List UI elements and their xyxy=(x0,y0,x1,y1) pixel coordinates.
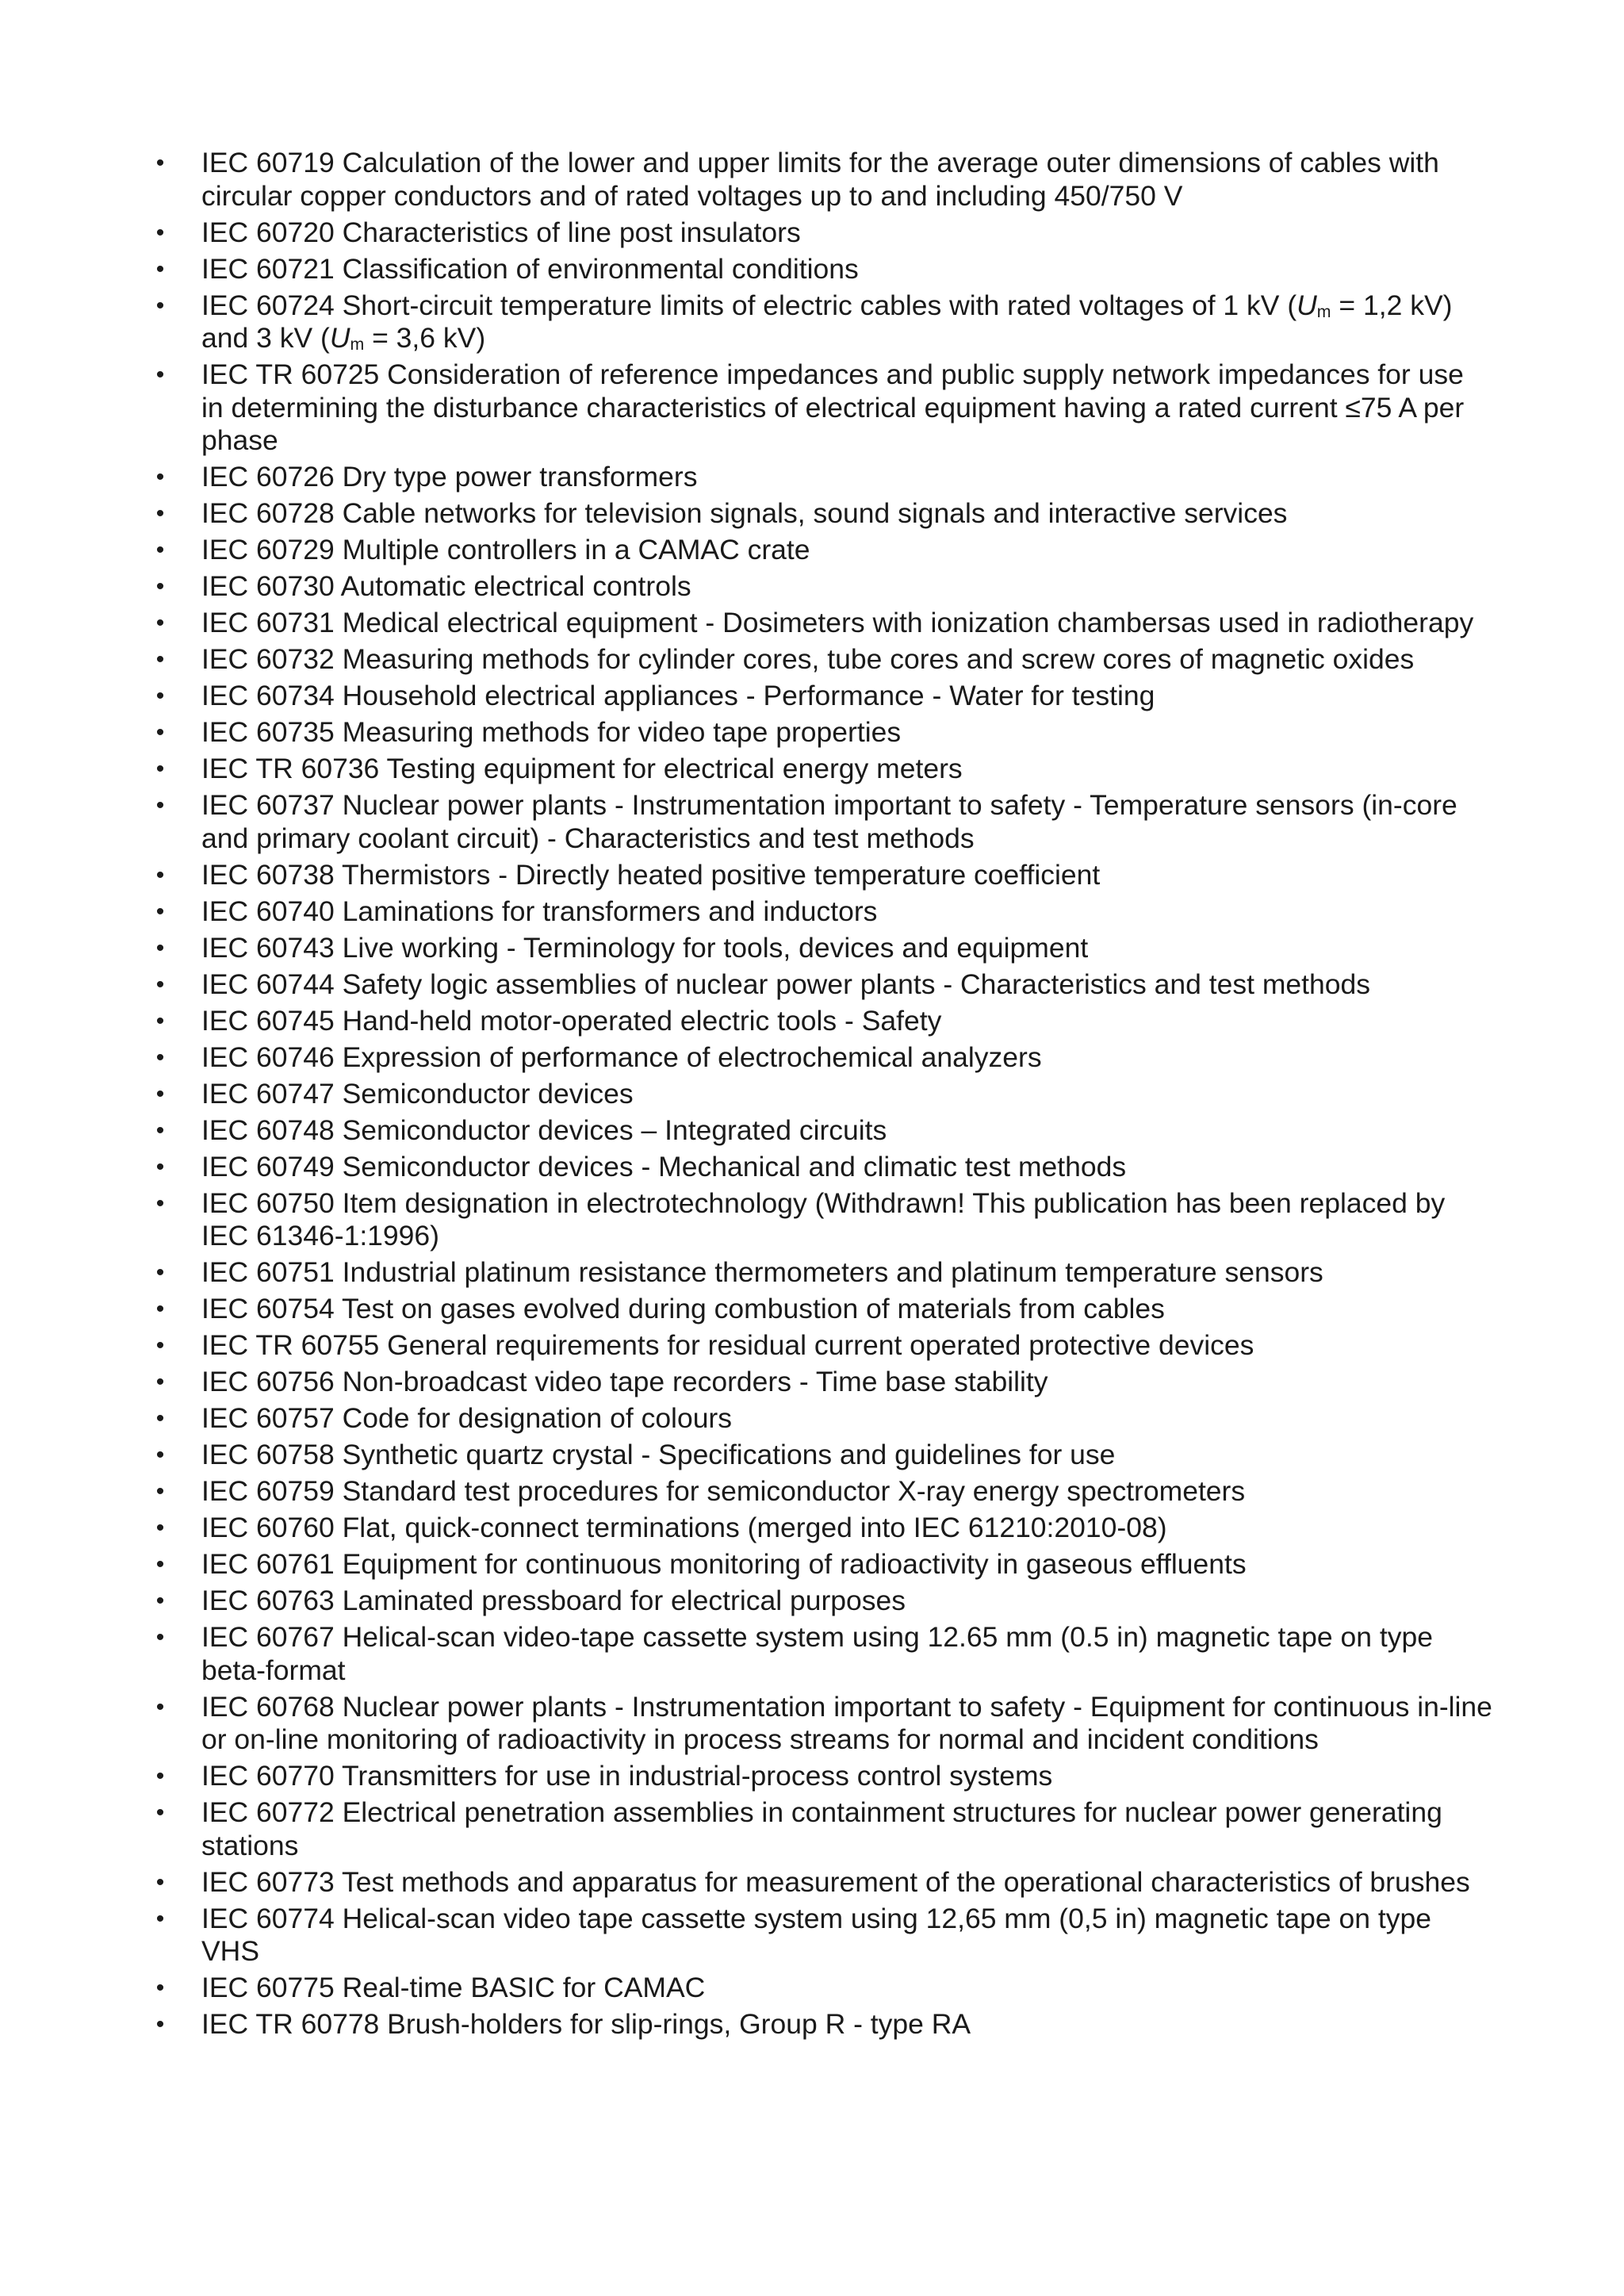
list-item-text: IEC 60760 Flat, quick-connect terminations (merged into IEC 61210:2010-08) xyxy=(201,1512,1167,1543)
bullet-icon: • xyxy=(155,1763,165,1789)
list-item xyxy=(152,1866,1492,1899)
bullet-icon: • xyxy=(155,1296,165,1322)
list-item xyxy=(152,2008,1492,2041)
bullet-icon: • xyxy=(155,1800,165,1826)
list-item-text: IEC 60775 Real-time BASIC for CAMAC xyxy=(201,1972,706,2003)
list-item-text: IEC 60720 Characteristics of line post insulators xyxy=(201,216,801,248)
list-item-text: IEC TR 60725 Consideration of reference impedances and public supply network impedances for use in determining the disturbance characteristics of electrical equipment having a rated current ≤75 A per phase xyxy=(201,358,1465,456)
list-item-text: IEC 60768 Nuclear power plants - Instrumentation important to safety - Equipment for continuous in-line or on-line monitoring of radioactivity in process streams for normal and incident conditions xyxy=(201,1690,1492,1755)
list-item-text: IEC 60763 Laminated pressboard for electrical purposes xyxy=(201,1585,906,1616)
list-item xyxy=(152,1366,1492,1399)
list-item-text: IEC 60774 Helical-scan video tape cassette system using 12,65 mm (0,5 in) magnetic tape on type VHS xyxy=(201,1902,1431,1967)
list-item xyxy=(152,358,1492,458)
list-item-text: IEC 60750 Item designation in electrotechnology (Withdrawn! This publication has been replaced by IEC 61346-1:1996) xyxy=(201,1186,1446,1251)
list-item-text: IEC 60743 Live working - Terminology for tools, devices and equipment xyxy=(201,931,1089,964)
bullet-icon: • xyxy=(155,646,165,673)
bullet-icon: • xyxy=(155,537,165,563)
list-item xyxy=(152,643,1492,677)
bullet-icon: • xyxy=(155,1369,165,1395)
list-item-text: IEC 60759 Standard test procedures for semiconductor X-ray energy spectrometers xyxy=(201,1475,1246,1507)
list-item xyxy=(152,1548,1492,1581)
list-item-text: IEC 60756 Non-broadcast video tape recorders - Time base stability xyxy=(201,1366,1048,1397)
list-item xyxy=(152,968,1492,1002)
list-item xyxy=(152,1512,1492,1545)
bullet-icon: • xyxy=(155,2011,165,2037)
bullet-icon: • xyxy=(155,362,165,388)
list-item xyxy=(152,1078,1492,1111)
text-segment: = 1,2 kV) and 3 kV ( xyxy=(201,289,1453,354)
list-item-text: IEC 60746 Expression of performance of electrochemical analyzers xyxy=(201,1041,1042,1073)
bullet-icon: • xyxy=(155,971,165,998)
list-item xyxy=(152,932,1492,965)
list-item-text: IEC 60745 Hand-held motor-operated electric tools - Safety xyxy=(201,1004,942,1037)
bullet-icon: • xyxy=(155,500,165,527)
list-item-text: IEC 60734 Household electrical appliances - Performance - Water for testing xyxy=(201,680,1155,711)
bullet-icon: • xyxy=(155,1332,165,1359)
bullet-icon: • xyxy=(155,255,165,282)
list-item xyxy=(152,1151,1492,1184)
bullet-icon: • xyxy=(155,464,165,490)
list-item xyxy=(152,1691,1492,1757)
bullet-icon: • xyxy=(155,219,165,246)
list-item xyxy=(152,461,1492,494)
list-item-text: IEC 60744 Safety logic assemblies of nuclear power plants - Characteristics and test methods xyxy=(201,968,1370,1000)
list-item-text: IEC TR 60736 Testing equipment for electrical energy meters xyxy=(201,753,963,784)
list-item xyxy=(152,895,1492,929)
list-item xyxy=(152,1005,1492,1038)
bullet-icon: • xyxy=(155,292,165,319)
bullet-icon: • xyxy=(155,861,165,888)
standards-list xyxy=(152,147,1492,2045)
bullet-icon: • xyxy=(155,1624,165,1650)
text-segment: IEC 60724 Short-circuit temperature limits of electric cables with rated voltages of 1 kV ( xyxy=(201,289,1297,321)
list-item-text: IEC 60737 Nuclear power plants - Instrumentation important to safety - Temperature sensors (in-core and primary coolant circuit) - Characteristics and test methods xyxy=(201,789,1457,854)
list-item xyxy=(152,1187,1492,1253)
list-item xyxy=(152,1329,1492,1363)
bullet-icon: • xyxy=(155,1405,165,1432)
bullet-icon: • xyxy=(155,1905,165,1932)
list-item xyxy=(152,859,1492,892)
bullet-icon: • xyxy=(155,898,165,925)
bullet-icon: • xyxy=(155,1190,165,1217)
list-item xyxy=(152,1621,1492,1687)
bullet-icon: • xyxy=(155,1153,165,1180)
list-item-text: IEC 60732 Measuring methods for cylinder cores, tube cores and screw cores of magnetic oxides xyxy=(201,643,1415,675)
list-item xyxy=(152,1585,1492,1618)
list-item xyxy=(152,1114,1492,1148)
bullet-icon: • xyxy=(155,934,165,961)
list-item-text: IEC 60770 Transmitters for use in industrial-process control systems xyxy=(201,1760,1053,1792)
bullet-icon: • xyxy=(155,1588,165,1614)
bullet-icon: • xyxy=(155,1007,165,1034)
list-item-text: IEC 60738 Thermistors - Directly heated positive temperature coefficient xyxy=(201,858,1101,891)
list-item xyxy=(152,1972,1492,2005)
list-item-text: IEC 60719 Calculation of the lower and upper limits for the average outer dimensions of cables with circular copper conductors and of rated voltages up to and including 450/750 V xyxy=(201,147,1439,212)
list-item xyxy=(152,289,1492,355)
text-segment: = 3,6 kV) xyxy=(364,322,486,354)
list-item xyxy=(152,789,1492,855)
list-item-text: IEC 60735 Measuring methods for video tape properties xyxy=(201,716,902,748)
list-item xyxy=(152,753,1492,786)
list-item xyxy=(152,1903,1492,1968)
list-item-text: IEC 60749 Semiconductor devices - Mechanical and climatic test methods xyxy=(201,1150,1127,1182)
list-item-text: IEC 60729 Multiple controllers in a CAMAC crate xyxy=(201,534,810,565)
bullet-icon: • xyxy=(155,756,165,782)
bullet-icon: • xyxy=(155,1044,165,1071)
list-item xyxy=(152,1402,1492,1435)
list-item xyxy=(152,1041,1492,1075)
voltage-subscript: m xyxy=(1316,301,1331,321)
list-item xyxy=(152,570,1492,604)
list-item-text: IEC 60748 Semiconductor devices – Integrated circuits xyxy=(201,1114,887,1146)
list-item xyxy=(152,253,1492,286)
list-item xyxy=(152,534,1492,567)
bullet-icon: • xyxy=(155,1080,165,1107)
list-item-text: IEC 60772 Electrical penetration assemblies in containment structures for nuclear power generating stations xyxy=(201,1796,1442,1861)
list-item-text: IEC 60767 Helical-scan video-tape cassette system using 12.65 mm (0.5 in) magnetic tape on type beta-format xyxy=(201,1621,1433,1686)
bullet-icon: • xyxy=(155,1551,165,1577)
list-item-text: IEC TR 60755 General requirements for residual current operated protective devices xyxy=(201,1329,1254,1361)
list-item-text: IEC 60747 Semiconductor devices xyxy=(201,1077,634,1110)
voltage-variable: U xyxy=(1297,289,1317,321)
list-item xyxy=(152,1293,1492,1326)
voltage-variable: U xyxy=(329,322,350,354)
list-item xyxy=(152,1796,1492,1862)
list-item xyxy=(152,680,1492,713)
bullet-icon: • xyxy=(155,610,165,636)
list-item xyxy=(152,1256,1492,1290)
list-item-text: IEC 60740 Laminations for transformers and inductors xyxy=(201,895,878,927)
list-item-text: IEC 60754 Test on gases evolved during combustion of materials from cables xyxy=(201,1293,1165,1324)
bullet-icon: • xyxy=(155,1975,165,2001)
bullet-icon: • xyxy=(155,573,165,600)
list-item-text: IEC 60726 Dry type power transformers xyxy=(201,461,698,493)
list-item-text: IEC 60761 Equipment for continuous monitoring of radioactivity in gaseous effluents xyxy=(201,1548,1247,1580)
list-item-text: IEC TR 60778 Brush-holders for slip-rings, Group R - type RA xyxy=(201,2008,971,2040)
list-item-text: IEC 60728 Cable networks for television signals, sound signals and interactive services xyxy=(201,497,1288,529)
list-item xyxy=(152,217,1492,250)
bullet-icon: • xyxy=(155,1693,165,1720)
bullet-icon: • xyxy=(155,719,165,746)
bullet-icon: • xyxy=(155,1442,165,1468)
list-item xyxy=(152,147,1492,213)
list-item-text: IEC 60758 Synthetic quartz crystal - Specifications and guidelines for use xyxy=(201,1439,1116,1470)
bullet-icon: • xyxy=(155,1515,165,1541)
list-item-text: IEC 60721 Classification of environmental conditions xyxy=(201,252,859,285)
list-item xyxy=(152,497,1492,531)
list-item-text: IEC 60757 Code for designation of colours xyxy=(201,1402,733,1434)
list-item xyxy=(152,1439,1492,1472)
list-item-text: IEC 60731 Medical electrical equipment - Dosimeters with ionization chambersas used in radiotherapy xyxy=(201,607,1474,638)
list-item-text: IEC 60773 Test methods and apparatus for measurement of the operational characteristics of brushes xyxy=(201,1865,1470,1898)
list-item xyxy=(152,1475,1492,1508)
bullet-icon: • xyxy=(155,1117,165,1144)
list-item xyxy=(152,716,1492,749)
bullet-icon: • xyxy=(155,1869,165,1895)
bullet-icon: • xyxy=(155,792,165,818)
list-item xyxy=(152,607,1492,640)
list-item xyxy=(152,1760,1492,1793)
bullet-icon: • xyxy=(155,1478,165,1504)
bullet-icon: • xyxy=(155,1259,165,1286)
list-item-text: IEC 60751 Industrial platinum resistance thermometers and platinum temperature sensors xyxy=(201,1256,1323,1288)
voltage-subscript: m xyxy=(350,335,365,355)
bullet-icon: • xyxy=(155,683,165,709)
list-item-text: IEC 60730 Automatic electrical controls xyxy=(201,570,691,602)
list-item-text xyxy=(201,289,1492,355)
bullet-icon: • xyxy=(155,150,165,176)
